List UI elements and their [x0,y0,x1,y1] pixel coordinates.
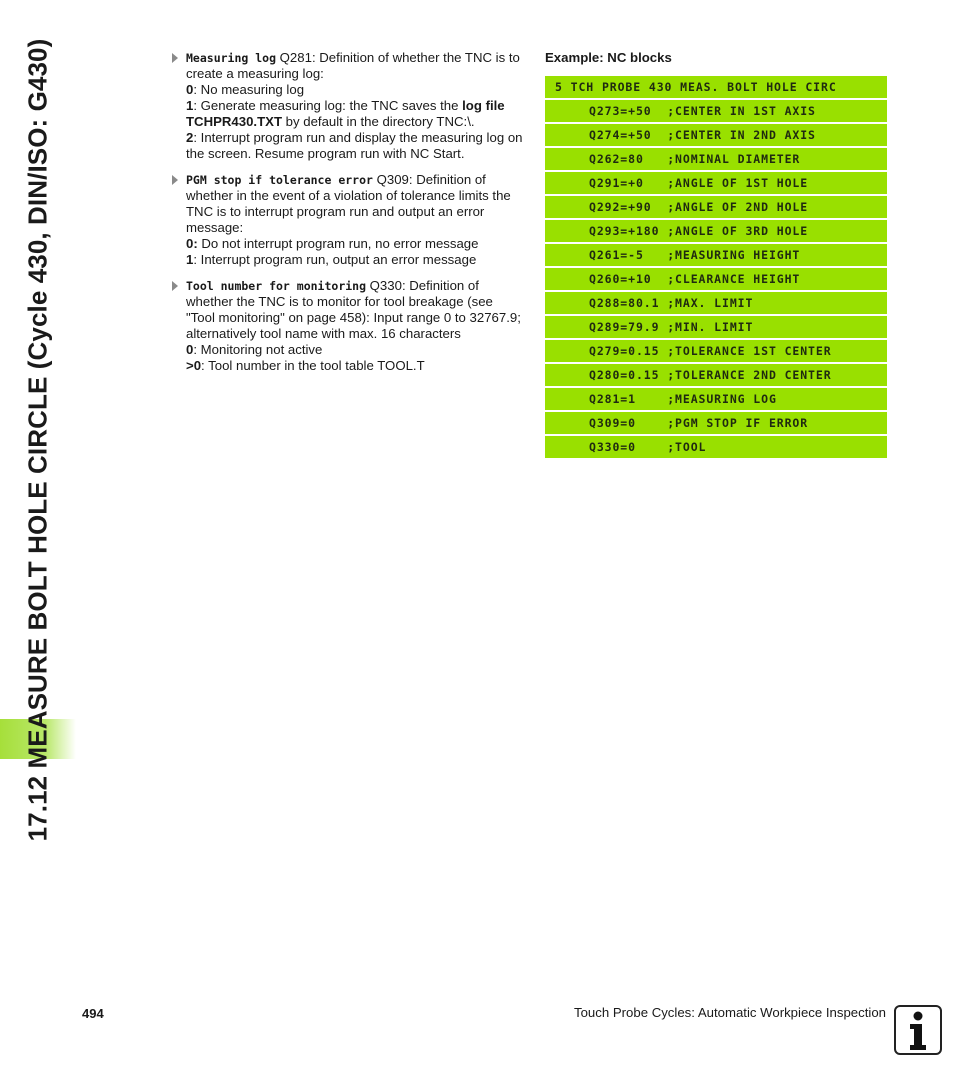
option-value: 0 [186,342,194,357]
param-intro: Q330: Definition of whether the TNC is to monitor for tool breakage (see "Tool monitoring" on page 458): Input range 0 to 32767.9; alternatively tool name with max. 16 characters [186,278,521,341]
param-pgm-stop [172,172,524,268]
running-footer-title: Touch Probe Cycles: Automatic Workpiece Inspection [573,1005,886,1020]
nc-block-line: Q291=+0 ;ANGLE OF 1ST HOLE [545,172,887,194]
nc-block-line: Q288=80.1 ;MAX. LIMIT [545,292,887,314]
bullet-arrow-icon [172,281,178,291]
option-emphasis: log file TCHPR430.TXT [186,98,505,129]
option-text: : Interrupt program run, output an error message [193,252,477,267]
option-text: : Tool number in the tool table TOOL.T [201,358,425,373]
nc-block-line: Q279=0.15 ;TOLERANCE 1ST CENTER [545,340,887,362]
option-value: >0 [186,358,202,373]
nc-block-line: Q289=79.9 ;MIN. LIMIT [545,316,887,338]
nc-block-line: Q281=1 ;MEASURING LOG [545,388,887,410]
option-text: by default in the directory TNC:\. [282,114,475,129]
bullet-arrow-icon [172,53,178,63]
page-number: 494 [82,1006,104,1021]
nc-block-line: Q273=+50 ;CENTER IN 1ST AXIS [545,100,887,122]
nc-block-line: Q309=0 ;PGM STOP IF ERROR [545,412,887,434]
nc-block-line: Q293=+180 ;ANGLE OF 3RD HOLE [545,220,887,242]
option-value: 0 [186,82,194,97]
nc-block-list [545,76,887,458]
param-code: PGM stop if tolerance error [186,173,373,187]
option-text: : No measuring log [193,82,305,97]
example-title: Example: NC blocks [545,50,672,65]
nc-block-line: Q280=0.15 ;TOLERANCE 2ND CENTER [545,364,887,386]
side-margin [0,0,76,1091]
option-value: 1 [186,98,194,113]
param-tool-number [172,278,524,374]
option-text: : Generate measuring log: the TNC saves the [193,98,463,113]
nc-block-line: Q330=0 ;TOOL [545,436,887,458]
param-intro: Q281: Definition of whether the TNC is to create a measuring log: [186,50,520,81]
info-icon [894,1005,942,1055]
option-text: Do not interrupt program run, no error message [197,236,479,251]
nc-block-line: Q260=+10 ;CLEARANCE HEIGHT [545,268,887,290]
nc-block-line: 5 TCH PROBE 430 MEAS. BOLT HOLE CIRC [545,76,887,98]
nc-block-line: Q262=80 ;NOMINAL DIAMETER [545,148,887,170]
nc-block-line: Q292=+90 ;ANGLE OF 2ND HOLE [545,196,887,218]
param-measuring-log [172,50,524,162]
example-section [545,50,887,460]
option-value: 0: [186,236,198,251]
param-code: Tool number for monitoring [186,279,367,293]
nc-block-line: Q261=-5 ;MEASURING HEIGHT [545,244,887,266]
bullet-arrow-icon [172,175,178,185]
param-code: Measuring log [186,51,277,65]
parameter-descriptions [172,50,524,384]
option-value: 2 [186,130,194,145]
chapter-heading: 17.12 MEASURE BOLT HOLE CIRCLE (Cycle 430, DIN/ISO: G430) [22,38,53,842]
nc-block-line: Q274=+50 ;CENTER IN 2ND AXIS [545,124,887,146]
option-text: : Interrupt program run and display the measuring log on the screen. Resume program run with NC Start. [186,130,523,161]
option-text: : Monitoring not active [193,342,323,357]
info-glyph [896,1007,940,1053]
option-value: 1 [186,252,194,267]
param-intro: Q309: Definition of whether in the event of a violation of tolerance limits the TNC is to interrupt program run and output an error message: [186,172,511,235]
